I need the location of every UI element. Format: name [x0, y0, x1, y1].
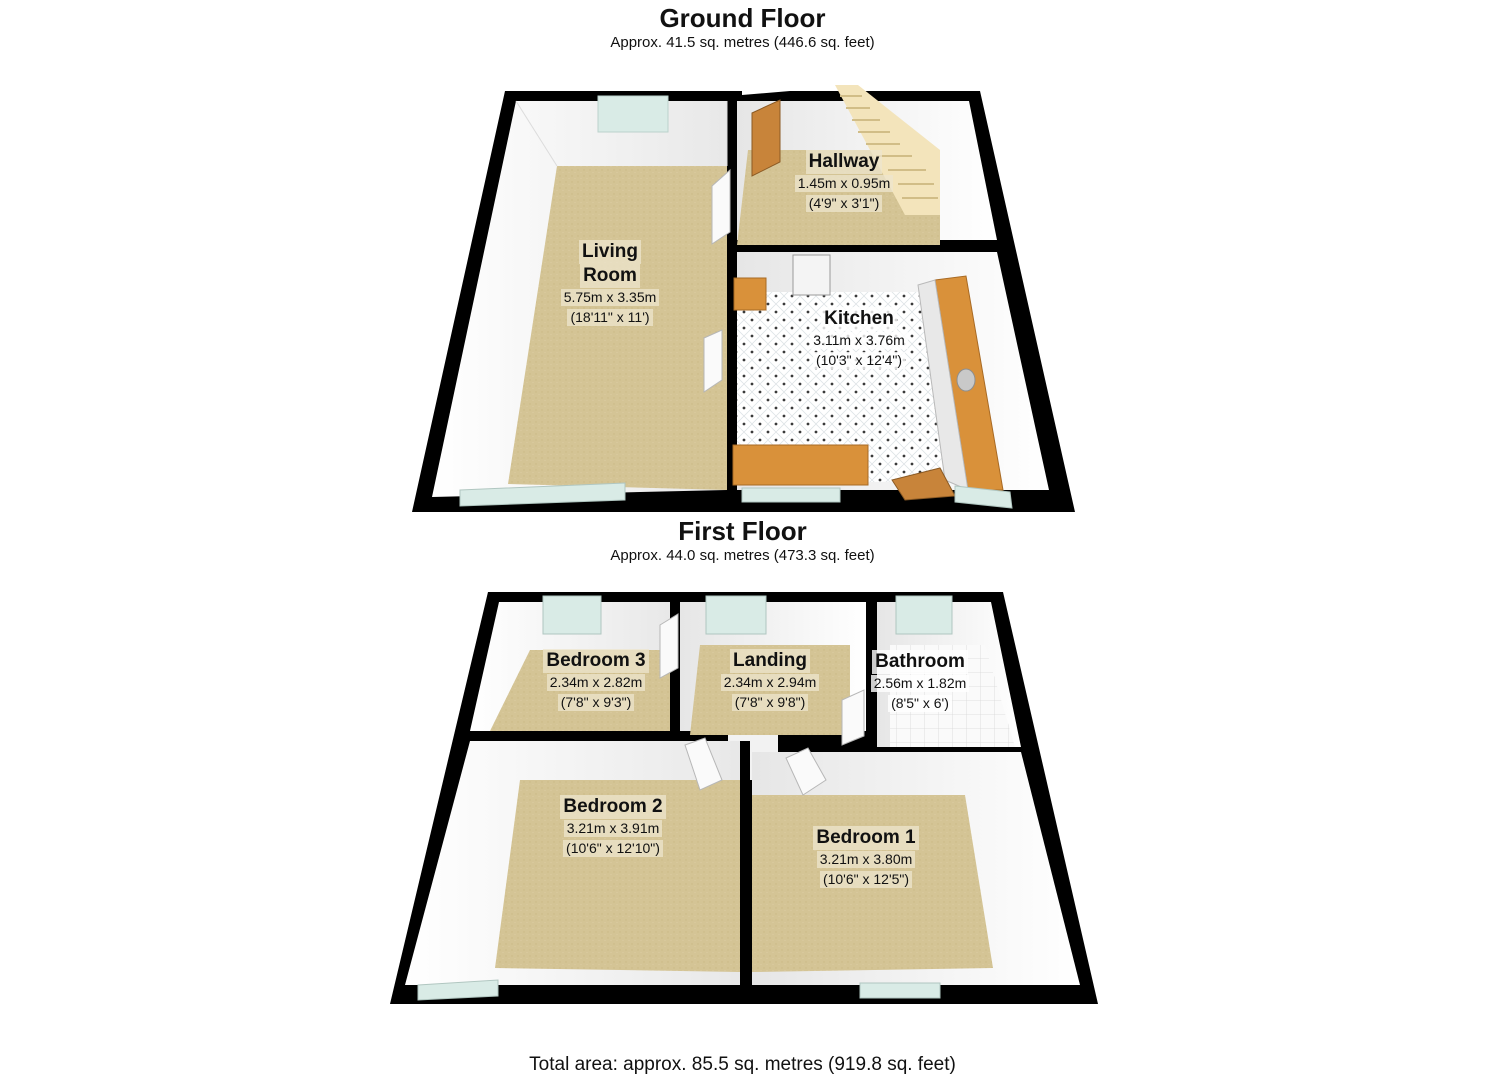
- bedroom-2-imperial: (10'6" x 12'10"): [563, 840, 663, 858]
- living-room-window: [598, 96, 668, 132]
- kitchen-front-window: [742, 488, 840, 502]
- kitchen-sink: [957, 369, 975, 391]
- kitchen-imperial: (10'3" x 12'4"): [813, 352, 905, 370]
- first-floor-title: First Floor: [678, 516, 807, 546]
- bedroom-1-label: [796, 826, 936, 890]
- kitchen-worktop-small: [734, 278, 766, 310]
- bedroom-2-metric: 3.21m x 3.91m: [564, 820, 663, 838]
- bedroom-1-imperial: (10'6" x 12'5"): [820, 871, 912, 889]
- bedroom-3-name: Bedroom 3: [543, 649, 648, 673]
- living-room-name-line1: Living: [579, 240, 641, 264]
- first-floor-area: Approx. 44.0 sq. metres (473.3 sq. feet): [610, 547, 875, 564]
- total-area: Total area: approx. 85.5 sq. metres (919.8 sq. feet): [529, 1054, 956, 1075]
- hallway-metric: 1.45m x 0.95m: [795, 175, 894, 193]
- bedroom-3-window: [543, 596, 601, 634]
- landing-metric: 2.34m x 2.94m: [721, 674, 820, 692]
- bathroom-window: [896, 596, 952, 634]
- hallway-name: Hallway: [806, 150, 883, 174]
- bathroom-name: Bathroom: [872, 650, 968, 674]
- hallway-label: [774, 150, 914, 214]
- bedroom-1-name: Bedroom 1: [813, 826, 918, 850]
- living-room-metric: 5.75m x 3.35m: [561, 289, 660, 307]
- kitchen-name: Kitchen: [821, 307, 897, 331]
- living-room-label: [540, 240, 680, 328]
- bedroom-2-name: Bedroom 2: [560, 795, 665, 819]
- bedroom-1-metric: 3.21m x 3.80m: [817, 851, 916, 869]
- bedroom-3-imperial: (7'8" x 9'3"): [558, 694, 635, 712]
- kitchen-metric: 3.11m x 3.76m: [810, 332, 908, 350]
- bedroom-2-label: [543, 795, 683, 859]
- kitchen-glazed-door: [793, 255, 830, 295]
- landing-label: [700, 649, 840, 713]
- bathroom-label: [850, 650, 990, 714]
- kitchen-worktop-bottom: [733, 445, 868, 485]
- ground-floor-area: Approx. 41.5 sq. metres (446.6 sq. feet): [610, 34, 875, 51]
- hallway-imperial: (4'9" x 3'1"): [806, 195, 883, 213]
- living-room-name-line2: Room: [580, 264, 640, 288]
- landing-name: Landing: [730, 649, 810, 673]
- bathroom-metric: 2.56m x 1.82m: [871, 675, 970, 693]
- bedroom-3-metric: 2.34m x 2.82m: [547, 674, 646, 692]
- landing-window: [706, 596, 766, 634]
- bedroom-3-label: [526, 649, 666, 713]
- bathroom-imperial: (8'5" x 6'): [888, 695, 952, 713]
- kitchen-label: [789, 307, 929, 371]
- bedroom-1-front-window: [860, 983, 940, 998]
- bedroom-divider-wall: [740, 741, 750, 991]
- living-room-imperial: (18'11" x 11'): [567, 309, 652, 327]
- ground-floor-plan: [412, 85, 1075, 512]
- ground-floor-title: Ground Floor: [659, 3, 826, 33]
- landing-imperial: (7'8" x 9'8"): [732, 694, 809, 712]
